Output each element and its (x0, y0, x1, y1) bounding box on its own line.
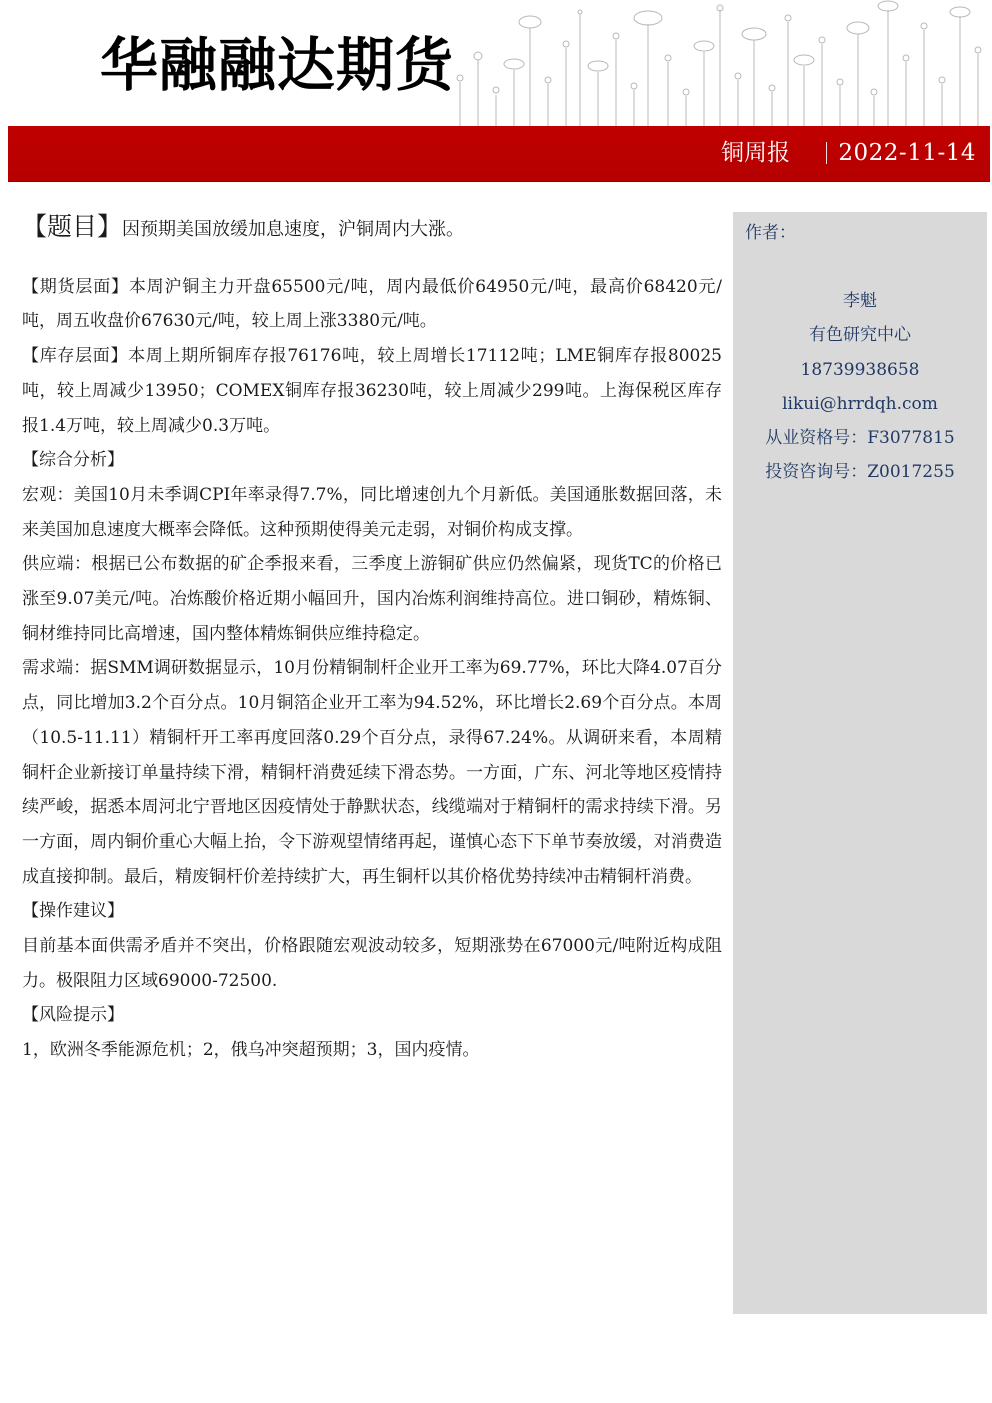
author-email: likui@hrrdqh.com (782, 393, 938, 414)
report-body (22, 210, 722, 1068)
brand-logo-text: 华融融达期货 (100, 31, 455, 99)
author-sidebar (733, 212, 987, 1314)
author-info (733, 284, 987, 490)
report-date: 2022-11-14 (838, 140, 976, 166)
author-consulting-number: 投资咨询号：Z0017255 (765, 462, 955, 483)
headline-text: 因预期美国放缓加息速度，沪铜周内大涨。 (122, 219, 465, 240)
macro-paragraph: 宏观：美国10月未季调CPI年率录得7.7%，同比增速创九个月新低。美国通胀数据回落，未来美国加息速度大概率会降低。这种预期使得美元走弱，对铜价构成支撑。 (22, 484, 722, 540)
demand-paragraph: 需求端：据SMM调研数据显示，10月份精铜制杆企业开工率为69.77%，环比大降4.07百分点，同比增加3.2个百分点。10月铜箔企业开工率为94.52%，环比增长2.69个百分点。本周（10.5-11.11）精铜杆开工率再度回落0.29个百分点，录得67.24%。从调研来看，本周精铜杆企业新接订单量持续下滑，精铜杆消费延续下滑态势。一方面，广东、河北等地区疫情持续严峻，据悉本周河北宁晋地区因疫情处于静默状态，线缆端对于精铜杆的需求持续下滑。另一方面，周内铜价重心大幅上抬，令下游观望情绪再起，谨慎心态下下单节奏放缓，对消费造成直接抑制。最后，精废铜杆价差持续扩大，再生铜杆以其价格优势持续冲击精铜杆消费。 (22, 658, 722, 887)
header-divider (826, 142, 827, 164)
report-header-bar (8, 126, 990, 181)
header-decoration (448, 0, 992, 128)
author-department: 有色研究中心 (809, 325, 911, 346)
strategy-heading: 【操作建议】 (22, 901, 124, 922)
futures-paragraph: 【期货层面】本周沪铜主力开盘65500元/吨，周内最低价64950元/吨，最高价68420元/吨，周五收盘价67630元/吨，较上周上涨3380元/吨。 (22, 276, 722, 332)
supply-paragraph: 供应端：根据已公布数据的矿企季报来看，三季度上游铜矿供应仍然偏紧，现货TC的价格已涨至9.07美元/吨。冶炼酸价格近期小幅回升，国内冶炼利润维持高位。进口铜砂，精炼铜、铜材维持同比高增速，国内整体精炼铜供应维持稳定。 (22, 554, 722, 644)
headline-label: 【题目】 (22, 212, 123, 241)
strategy-paragraph: 目前基本面供需矛盾并不突出，价格跟随宏观波动较多，短期涨势在67000元/吨附近构成阻力。极限阻力区域69000-72500. (22, 936, 722, 991)
risk-heading: 【风险提示】 (22, 1005, 124, 1026)
report-title: 铜周报 (721, 140, 790, 166)
author-label: 作者： (745, 223, 796, 243)
report-headline (22, 210, 722, 248)
author-qualification: 从业资格号：F3077815 (765, 428, 955, 449)
author-phone: 18739938658 (800, 359, 920, 380)
risk-paragraph: 1，欧洲冬季能源危机；2，俄乌冲突超预期；3，国内疫情。 (22, 1040, 480, 1061)
analysis-heading: 【综合分析】 (22, 450, 124, 471)
inventory-paragraph: 【库存层面】本周上期所铜库存报76176吨，较上周增长17112吨；LME铜库存报80025吨，较上周减少13950；COMEX铜库存报36230吨，较上周减少299吨。上海保税区库存报1.4万吨，较上周减少0.3万吨。 (22, 346, 722, 436)
author-name: 李魁 (843, 291, 877, 311)
